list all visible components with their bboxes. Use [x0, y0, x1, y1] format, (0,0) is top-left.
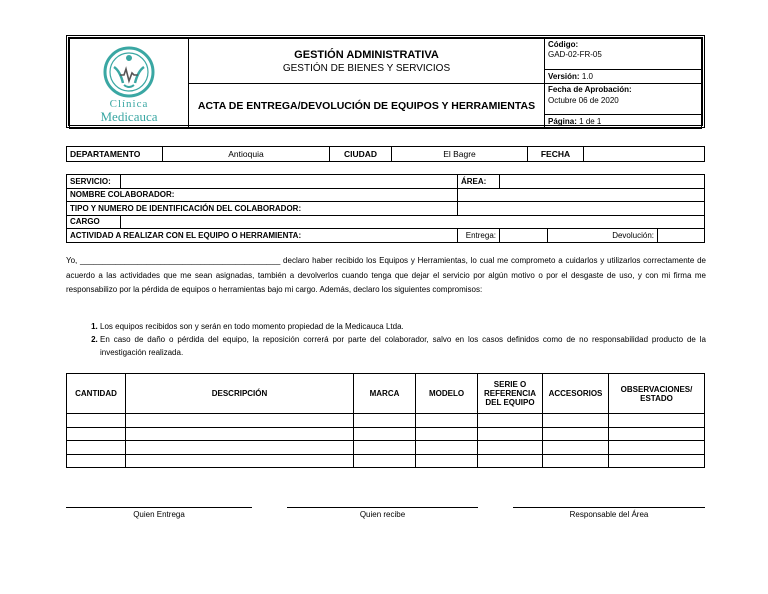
role-label: CARGO — [67, 215, 121, 229]
header-model: MODELO — [416, 374, 478, 414]
approval-label: Fecha de Aprobación: — [548, 85, 632, 94]
equipment-table — [66, 373, 705, 468]
role-field[interactable] — [121, 215, 705, 229]
table-cell[interactable] — [609, 454, 705, 468]
code-value: GAD-02-FR-05 — [548, 50, 602, 59]
collaborator-table — [66, 174, 705, 243]
header-title: GESTIÓN ADMINISTRATIVA — [294, 48, 439, 61]
id-field[interactable] — [458, 202, 705, 216]
table-cell[interactable] — [67, 441, 126, 455]
name-label: NOMBRE COLABORADOR: — [67, 188, 458, 202]
table-cell[interactable] — [354, 414, 416, 428]
return-field[interactable] — [658, 229, 705, 243]
header-serial: SERIE O REFERENCIA DEL EQUIPO — [478, 374, 543, 414]
document-title: ACTA DE ENTREGA/DEVOLUCIÓN DE EQUIPOS Y HERRAMIENTAS — [197, 100, 536, 112]
table-cell[interactable] — [67, 454, 126, 468]
activity-label: ACTIVIDAD A REALIZAR CON EL EQUIPO O HERRAMIENTA: — [67, 229, 458, 243]
table-cell[interactable] — [416, 427, 478, 441]
header-description: DESCRIPCIÓN — [126, 374, 354, 414]
commitments-list — [80, 320, 706, 359]
table-cell[interactable] — [478, 454, 543, 468]
table-cell[interactable] — [416, 414, 478, 428]
table-cell[interactable] — [609, 414, 705, 428]
table-cell[interactable] — [543, 414, 609, 428]
date-label: FECHA — [528, 147, 584, 162]
table-cell[interactable] — [543, 441, 609, 455]
city-label: CIUDAD — [330, 147, 392, 162]
logo-text-medicauca: Medicauca — [100, 108, 158, 124]
signature-receives: Quien recibe — [287, 507, 478, 519]
area-field[interactable] — [500, 175, 705, 189]
table-cell[interactable] — [126, 454, 354, 468]
service-field[interactable] — [121, 175, 458, 189]
page-value: 1 de 1 — [579, 117, 602, 126]
service-label: SERVICIO: — [67, 175, 121, 189]
commitment-item: 1. Los equipos recibidos son y serán en todo momento propiedad de la Medicauca Ltda. — [100, 320, 706, 333]
signature-area-manager: Responsable del Área — [513, 507, 705, 519]
table-row — [67, 454, 705, 468]
commitment-item: 2. En caso de daño o pérdida del equipo, la reposición correrá por parte del colaborador, salvo en los casos definidos como de no responsabilidad producto de la investigación realizada. — [100, 333, 706, 359]
table-cell[interactable] — [126, 427, 354, 441]
table-cell[interactable] — [354, 427, 416, 441]
table-cell[interactable] — [609, 441, 705, 455]
id-label: TIPO Y NUMERO DE IDENTIFICACIÓN DEL COLABORADOR: — [67, 202, 458, 216]
table-cell[interactable] — [416, 454, 478, 468]
version-label: Versión: — [548, 72, 580, 81]
header-brand: MARCA — [354, 374, 416, 414]
header-observations: OBSERVACIONES/ ESTADO — [609, 374, 705, 414]
table-cell[interactable] — [67, 414, 126, 428]
table-cell[interactable] — [609, 427, 705, 441]
name-field[interactable] — [458, 188, 705, 202]
code-label: Código: — [548, 40, 579, 49]
table-cell[interactable] — [478, 414, 543, 428]
department-field[interactable]: Antioquia — [163, 147, 330, 162]
area-label: ÁREA: — [458, 175, 500, 189]
delivery-label: Entrega: — [458, 229, 500, 243]
table-cell[interactable] — [354, 454, 416, 468]
city-field[interactable]: El Bagre — [392, 147, 528, 162]
table-cell[interactable] — [543, 427, 609, 441]
table-cell[interactable] — [354, 441, 416, 455]
logo — [70, 39, 189, 129]
table-row — [67, 414, 705, 428]
table-cell[interactable] — [126, 441, 354, 455]
table-cell[interactable] — [478, 427, 543, 441]
page-label: Página: — [548, 117, 577, 126]
table-row — [67, 427, 705, 441]
table-cell[interactable] — [478, 441, 543, 455]
document-header — [66, 35, 705, 128]
header-subtitle: GESTIÓN DE BIENES Y SERVICIOS — [282, 62, 451, 74]
signature-delivers: Quien Entrega — [66, 507, 252, 519]
date-field[interactable] — [584, 147, 705, 162]
approval-value: Octubre 06 de 2020 — [548, 96, 619, 105]
department-label: DEPARTAMENTO — [67, 147, 163, 162]
delivery-field[interactable] — [500, 229, 548, 243]
location-table — [66, 146, 705, 162]
clinic-logo-icon — [100, 45, 158, 99]
header-quantity: CANTIDAD — [67, 374, 126, 414]
table-cell[interactable] — [67, 427, 126, 441]
table-cell[interactable] — [543, 454, 609, 468]
logo-text-clinica: Clínica — [109, 97, 149, 110]
return-label: Devolución: — [548, 229, 658, 243]
table-cell[interactable] — [126, 414, 354, 428]
header-accessories: ACCESORIOS — [543, 374, 609, 414]
version-value: 1.0 — [581, 72, 593, 81]
statement-paragraph: Yo, _____________________________________________ declaro haber recibido los Equipos y Herramientas, lo cual me comprometo a cuidarlos y utilizarlos correctamente de acuerdo a las actividades que me sean asignadas, también a devolverlos cuando tenga que dejar el servicio por algún motivo o por el desgaste de uso, y con mi firma me responsabilizo por la pérdida de equipos o herramientas bajo mi cargo. Además, declaro los siguientes compromisos: — [66, 256, 706, 294]
table-cell[interactable] — [416, 441, 478, 455]
table-row — [67, 441, 705, 455]
